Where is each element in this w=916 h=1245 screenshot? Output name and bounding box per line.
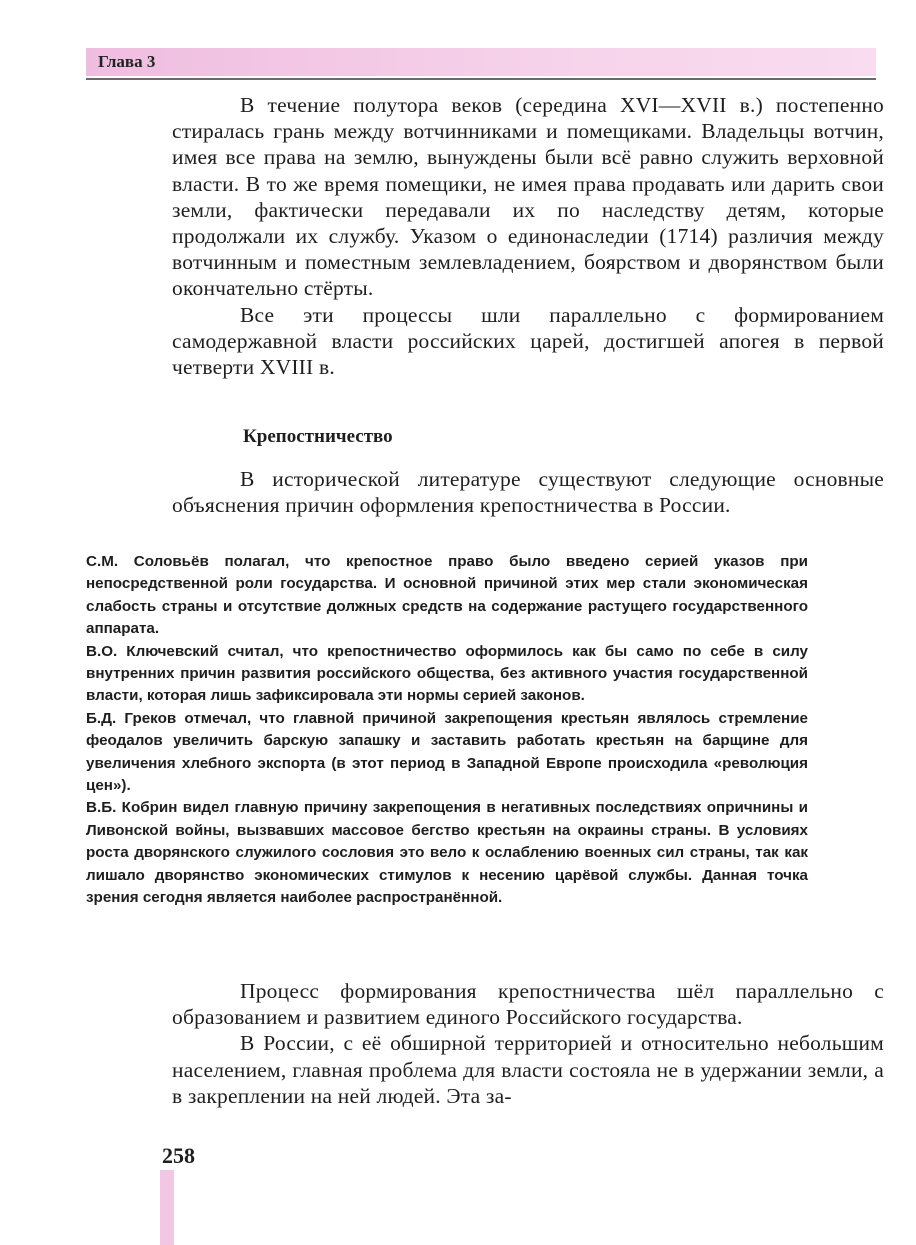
historians-views [86, 551, 808, 910]
text-block-2 [172, 978, 884, 1109]
paragraph-intro: В исторической литературе существуют следующие основные объяснения причин оформления крепостничества в России. [172, 467, 884, 518]
paragraph-autocracy: Все эти процессы шли параллельно с формированием самодержавной власти российских царей, достигшей апогея в первой четверти XVIII в. [172, 302, 884, 380]
header-rule [86, 78, 876, 80]
view-solovyov: С.М. Соловьёв полагал, что крепостное право было введено серией указов при непосредственной роли государства. И основной причиной этих мер стали экономическая слабость страны и отсутствие должных средств на содержание растущего государственного аппарата. [86, 553, 808, 638]
section-heading: Крепостничество [243, 426, 393, 447]
paragraph-estates: В течение полутора веков (середина XVI—XVII в.) постепенно стиралась грань между вотчинниками и помещиками. Владельцы вотчин, имея все права на землю, вынуждены были всё равно служить верховной власти. В то же время помещики, не имея права продавать или дарить свои земли, фактически передавали их по наследству детям, которые продолжали их службу. Указом о единонаследии (1714) различия между вотчинным и поместным землевладением, боярством и дворянством были окончательно стёрты. [172, 93, 884, 301]
text-block-intro [172, 466, 884, 518]
page-number: 258 [162, 1143, 195, 1168]
view-kobrin: В.Б. Кобрин видел главную причину закрепощения в негативных последствиях опричнины и Ливонской войны, вызвавших массовое бегство крестьян на окраины страны. В условиях роста дворянского служилого сословия это вело к ослаблению военных сил страны, так как лишало дворянство экономических стимулов к несению царёвой службы. Данная точка зрения сегодня является наиболее распространённой. [86, 799, 808, 907]
text-block-1 [172, 92, 884, 380]
view-grekov: Б.Д. Греков отмечал, что главной причиной закрепощения крестьян являлось стремление феодалов увеличить барскую запашку и заставить работать крестьян на барщине для увеличения хлебного экспорта (в этот период в Западной Европе происходила «революция цен»). [86, 709, 808, 795]
chapter-title: Глава 3 [98, 52, 156, 71]
chapter-header-band [86, 48, 876, 76]
paragraph-formation: Процесс формирования крепостничества шёл параллельно с образованием и развитием единого Российского государства. [172, 979, 884, 1030]
view-klyuchevsky: В.О. Ключевский считал, что крепостничество оформилось как бы само по себе в силу внутренних причин развития российского общества, без активного участия государственной власти, которая лишь зафиксировала эти нормы серией законов. [86, 642, 808, 705]
page-side-tab [160, 1170, 174, 1245]
paragraph-russia: В России, с её обширной территорией и относительно небольшим населением, главная проблема для власти состояла не в удержании земли, а в закреплении на ней людей. Эта за- [172, 1031, 884, 1108]
